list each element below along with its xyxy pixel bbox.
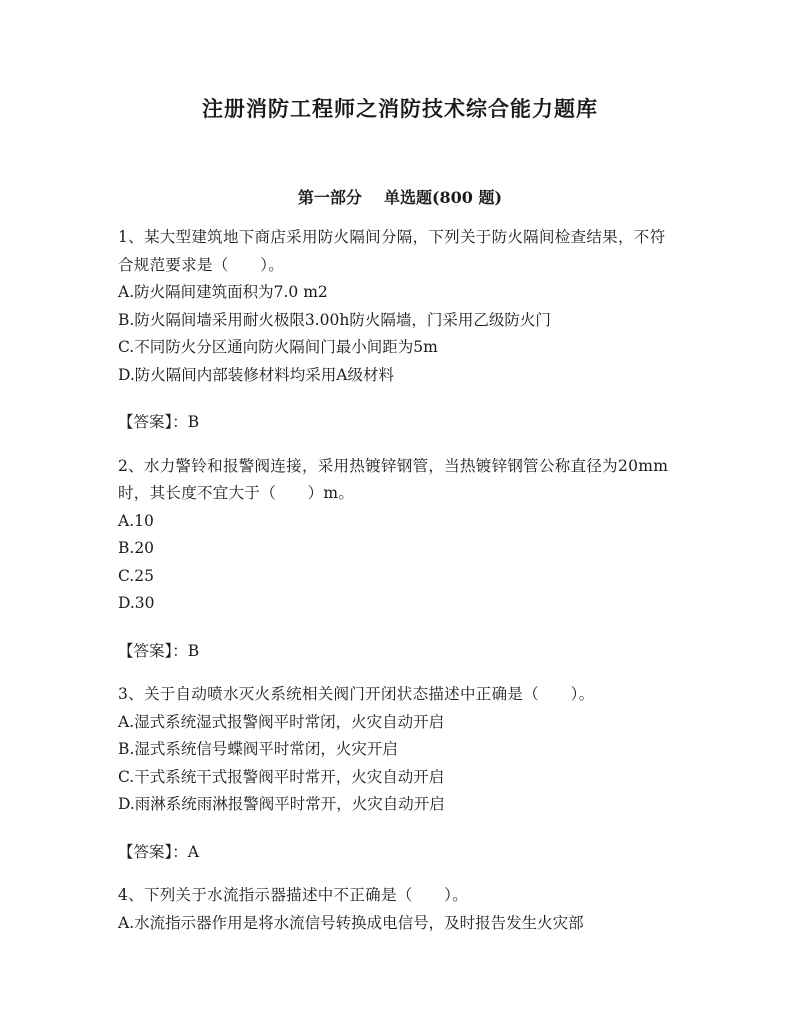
question-option: D.雨淋系统雨淋报警阀平时常开，火灾自动开启 (118, 795, 445, 813)
question-option: A.10 (118, 511, 154, 530)
section-heading (0, 185, 800, 208)
question-4 (118, 882, 678, 937)
answer-line (118, 389, 678, 453)
section-name: 单选题(800 题) (383, 188, 503, 207)
question-stem: 2、水力警铃和报警阀连接，采用热镀锌钢管，当热镀锌钢管公称直径为20mm时，其长度不宜大于（ ）m。 (118, 456, 669, 502)
question-option: B.20 (118, 539, 155, 557)
question-option: D.防火隔间内部装修材料均采用A级材料 (118, 365, 394, 384)
question-stem: 3、关于自动喷水灭火系统相关阀门开闭状态描述中正确是（ ）。 (118, 685, 595, 703)
question-2 (118, 453, 678, 682)
answer-line (118, 618, 678, 682)
document-title: 注册消防工程师之消防技术综合能力题库 (202, 96, 598, 121)
question-stem: 4、下列关于水流指示器描述中不正确是（ ）。 (118, 886, 469, 904)
question-list (118, 224, 678, 937)
answer-value: B (187, 413, 200, 431)
question-option: B.湿式系统信号蝶阀平时常闭，火灾开启 (118, 740, 398, 758)
answer-label: 【答案】： (118, 641, 188, 660)
question-option: A.水流指示器作用是将水流信号转换成电信号，及时报告发生火灾部 (118, 913, 584, 932)
question-option: D.30 (118, 594, 155, 612)
question-option: C.不同防火分区通向防火隔间门最小间距为5m (118, 338, 438, 356)
answer-label: 【答案】： (118, 413, 188, 431)
question-1 (118, 224, 678, 453)
question-option: A.防火隔间建筑面积为7.0 m2 (118, 283, 328, 301)
question-option: B.防火隔间墙采用耐火极限3.00h防火隔墙，门采用乙级防火门 (118, 310, 551, 329)
answer-line (118, 819, 678, 883)
answer-value: B (187, 641, 200, 660)
section-part: 第一部分 (297, 188, 362, 207)
question-stem: 1、某大型建筑地下商店采用防火隔间分隔，下列关于防火隔间检查结果，不符合规范要求是（ ）。 (118, 228, 666, 274)
question-option: C.干式系统干式报警阀平时常开，火灾自动开启 (118, 767, 445, 786)
question-3 (118, 681, 678, 882)
answer-label: 【答案】： (118, 842, 188, 861)
answer-value: A (187, 842, 199, 861)
question-option: A.湿式系统湿式报警阀平时常闭，火灾自动开启 (118, 712, 445, 731)
question-option: C.25 (118, 566, 154, 585)
